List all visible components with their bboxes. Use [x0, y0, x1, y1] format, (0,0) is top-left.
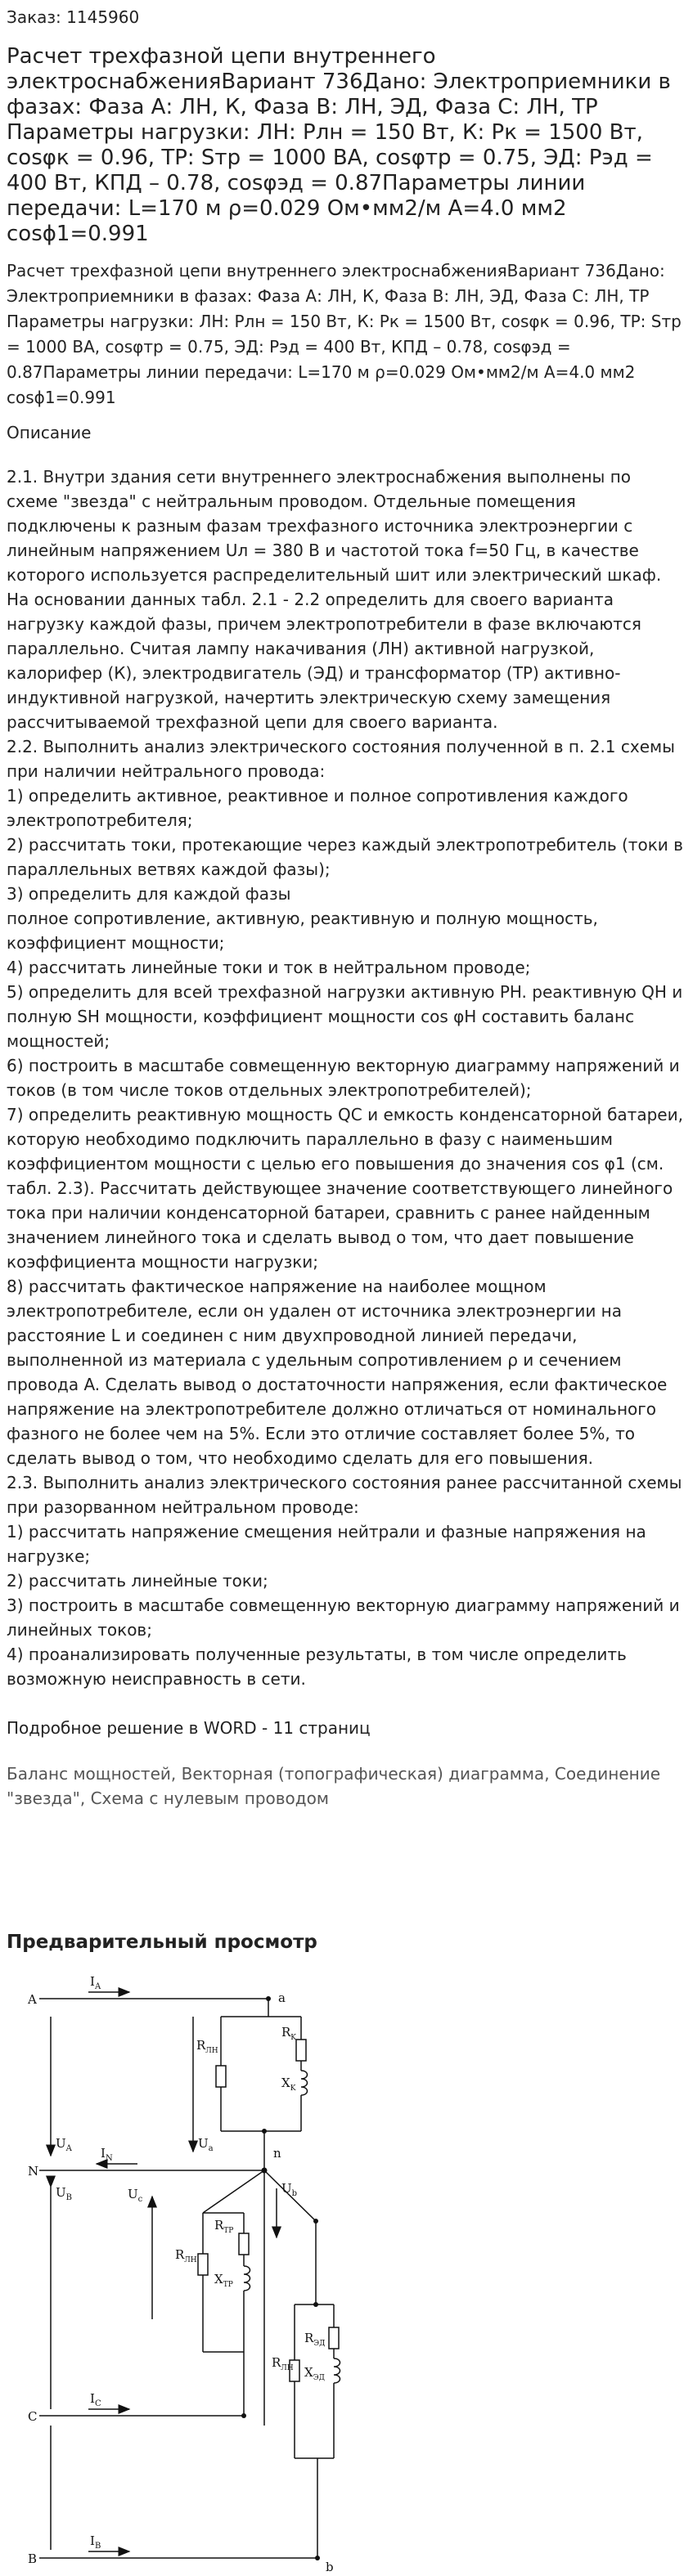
voltage-UA: U	[56, 2136, 66, 2151]
svg-text:RK: $R_K$	[281, 2025, 297, 2042]
node-label-B: B	[28, 2551, 38, 2566]
svg-text:RЛН: $R_{ЛН}$	[196, 2038, 218, 2055]
voltage-Ub: U	[281, 2181, 292, 2196]
current-IN: I	[101, 2146, 106, 2161]
node-label-n: n	[273, 2146, 281, 2161]
svg-text:XТР: $X_{ТР}$	[214, 2272, 233, 2289]
page-title: Расчет трехфазной цепи внутреннего электроснабженияВариант 736Дано: Электроприемники в фазах: Фаза А: ЛН, К, Фаза В: ЛН, ЭД, Фаза С: ЛН, ТР Параметры нагрузки: ЛН: Pлн = 150 Вт, К: Pк = 1500 Вт, cosφк = 0.96, ТР: Sтр = 1000 ВА, cosφтр = 0.75, ЭД: Pэд = 400 Вт, КПД – 0.78, cosφэд = 0.87Параметры линии передачи: L=170 м ρ=0.029 Ом•мм2/м A=4.0 мм2 cosϕ1=0.991	[7, 44, 671, 246]
tag-separator: ,	[79, 1788, 91, 1808]
voltage-UB-sub: B	[65, 2193, 73, 2202]
word-note: Подробное решение в WORD - 11 страниц	[7, 1718, 371, 1738]
tag-separator: ,	[170, 1764, 182, 1784]
voltage-Ua: U	[198, 2136, 209, 2151]
resistor-label: R	[214, 2218, 224, 2233]
current-IB: I	[90, 2533, 95, 2548]
svg-text:XK: $X_K$	[281, 2076, 296, 2093]
resistor-label: R	[281, 2025, 291, 2040]
svg-text:IA	[90, 1974, 101, 1991]
current-IC-sub: C	[94, 2399, 101, 2408]
svg-text:UA	[56, 2136, 73, 2153]
preview-heading: Предварительный просмотр	[7, 1932, 317, 1953]
svg-text:XЭД: $X_{ЭД}$	[304, 2365, 325, 2382]
reactance-label: X	[214, 2272, 223, 2287]
svg-text:RТР: $R_{ТР}$	[214, 2218, 234, 2235]
resistor-label: R	[196, 2038, 206, 2053]
resistor-label: R	[175, 2247, 185, 2262]
order-number: Заказ: 1145960	[7, 7, 140, 27]
current-IN-sub: N	[105, 2154, 113, 2163]
svg-text:RЛН: $R_{ЛН}$	[175, 2247, 197, 2264]
tag-link[interactable]: Векторная (топографическая) диаграмма	[181, 1764, 545, 1784]
svg-text:IN	[101, 2146, 113, 2163]
description-text: 2.1. Внутри здания сети внутреннего электроснабжения выполнены по схеме "звезда" с нейтральным проводом. Отдельные помещения подключены к разным фазам трехфазного источника электроэнергии с линейным напряжением Uл = 380 В и частотой тока f=50 Гц, в качестве которого используется распределительный шит или электрический шкаф. На основании данных табл. 2.1 - 2.2 определить для своего варианта нагрузку каждой фазы, причем электропотребители в фазе включаются параллельно. Считая лампу накачивания (ЛН) активной нагрузкой, калорифер (К), электродвигатель (ЭД) и трансформатор (ТР) активно-индуктивной нагрузкой, начертить электрическую схему замещения рассчитываемой трехфазной цепи для своего варианта. 2.2. Выполнить анализ электрического состояния полученной в п. 2.1 схемы при наличии нейтрального провода: 1) определить активное, реактивное и полное сопротивления каждого электропотребителя; 2) рассчитать токи, протекающие через каждый электропотребитель (токи в параллельных ветвях каждой фазы); 3) определить для каждой фазы полное сопротивление, активную, реактивную и полную мощность, коэффициент мощности; 4) рассчитать линейные токи и ток в нейтральном проводе; 5) определить для всей трехфазной нагрузки активную PH. реактивную QH и полную SH мощности, коэффициент мощности cos φH составить баланс мощностей; 6) построить в масштабе совмещенную векторную диаграмму напряжений и токов (в том числе токов отдельных электропотребителей); 7) определить реактивную мощность QC и емкость конденсаторной батареи, которую необходимо подключить параллельно в фазу с наименьшим коэффициентом мощности с целью его повышения до значения cos φ1 (см. табл. 2.3). Рассчитать действующее значение соответствующего линейного тока при наличии конденсаторной батареи, сравнить с ранее найденным значением линейного тока и сделать вывод о том, что дает повышение коэффициента мощности нагрузки; 8) рассчитать фактическое напряжение на наиболее мощном электропотребителе, если он удален от источника электроэнергии на расстояние L и соединен с ним двухпроводной линией передачи, выполненной из материала с удельным сопротивлением ρ и сечением провода A. Сделать вывод о достаточности напряжения, если фактическое напряжение на электропотребителе должно отличаться от номинального фазного не более чем на 5%. Если это отличие составляет более 5%, то сделать вывод о том, что необходимо сделать для его повышения. 2.3. Выполнить анализ электрического состояния ранее рассчитанной схемы при разорванном нейтральном проводе: 1) рассчитать напряжение смещения нейтрали и фазные напряжения на нагрузке; 2) рассчитать линейные токи; 3) построить в масштабе совмещенную векторную диаграмму напряжений и линейных токов; 4) проанализировать полученные результаты, в том числе определить возможную неисправность в сети.	[7, 467, 683, 1689]
svg-text:UB	[56, 2185, 72, 2202]
svg-text:Uc	[128, 2187, 143, 2204]
resistor-label: R	[272, 2355, 281, 2370]
circuit-schematic	[7, 1968, 350, 2573]
svg-text:IB	[90, 2533, 101, 2551]
tag-link[interactable]: Схема с нулевым проводом	[90, 1788, 329, 1808]
reactance-label: X	[304, 2365, 313, 2380]
svg-text:Ua	[198, 2136, 214, 2153]
node-label-A: A	[28, 1992, 37, 2007]
svg-text:RЭД: $R_{ЭД}$	[304, 2331, 326, 2348]
voltage-Ub-sub: b	[291, 2189, 298, 2198]
description-label: Описание	[7, 423, 92, 442]
svg-text:Ub	[281, 2181, 297, 2198]
voltage-UB: U	[56, 2185, 66, 2200]
node-label-N: N	[28, 2164, 39, 2179]
current-IB-sub: B	[94, 2542, 101, 2551]
page	[0, 7, 693, 2573]
current-IA-sub: A	[94, 1982, 101, 1991]
task-summary: Расчет трехфазной цепи внутреннего электроснабженияВариант 736Дано: Электроприемники в фазах: Фаза А: ЛН, К, Фаза В: ЛН, ЭД, Фаза С: ЛН, ТР Параметры нагрузки: ЛН: Pлн = 150 Вт, К: Pк = 1500 Вт, cosφк = 0.96, ТР: Sтр = 1000 ВА, cosφтр = 0.75, ЭД: Pэд = 400 Вт, КПД – 0.78, cosφэд = 0.87Параметры линии передачи: L=170 м ρ=0.029 Ом•мм2/м A=4.0 мм2 cosϕ1=0.991	[7, 261, 682, 407]
tag-separator: ,	[544, 1764, 555, 1784]
resistor-label: R	[304, 2331, 314, 2345]
svg-text:RЛН: $R_{ЛН}$	[272, 2355, 294, 2372]
node-label-C: C	[28, 2409, 38, 2424]
voltage-Ua-sub: a	[208, 2144, 214, 2153]
tag-link[interactable]: Соединение "звезда"	[7, 1764, 660, 1808]
tag-list	[7, 1761, 686, 1811]
current-IC: I	[90, 2391, 95, 2406]
svg-text:IC	[90, 2391, 101, 2408]
reactance-label: X	[281, 2076, 290, 2090]
voltage-UA-sub: A	[65, 2144, 72, 2153]
circuit-preview-image	[7, 1968, 350, 2573]
tag-link[interactable]: Баланс мощностей	[7, 1764, 171, 1784]
voltage-Uc-sub: c	[137, 2195, 143, 2204]
node-label-a: a	[278, 1990, 286, 2005]
current-IA: I	[90, 1974, 95, 1989]
voltage-Uc: U	[128, 2187, 138, 2201]
node-label-b: b	[326, 2560, 334, 2573]
